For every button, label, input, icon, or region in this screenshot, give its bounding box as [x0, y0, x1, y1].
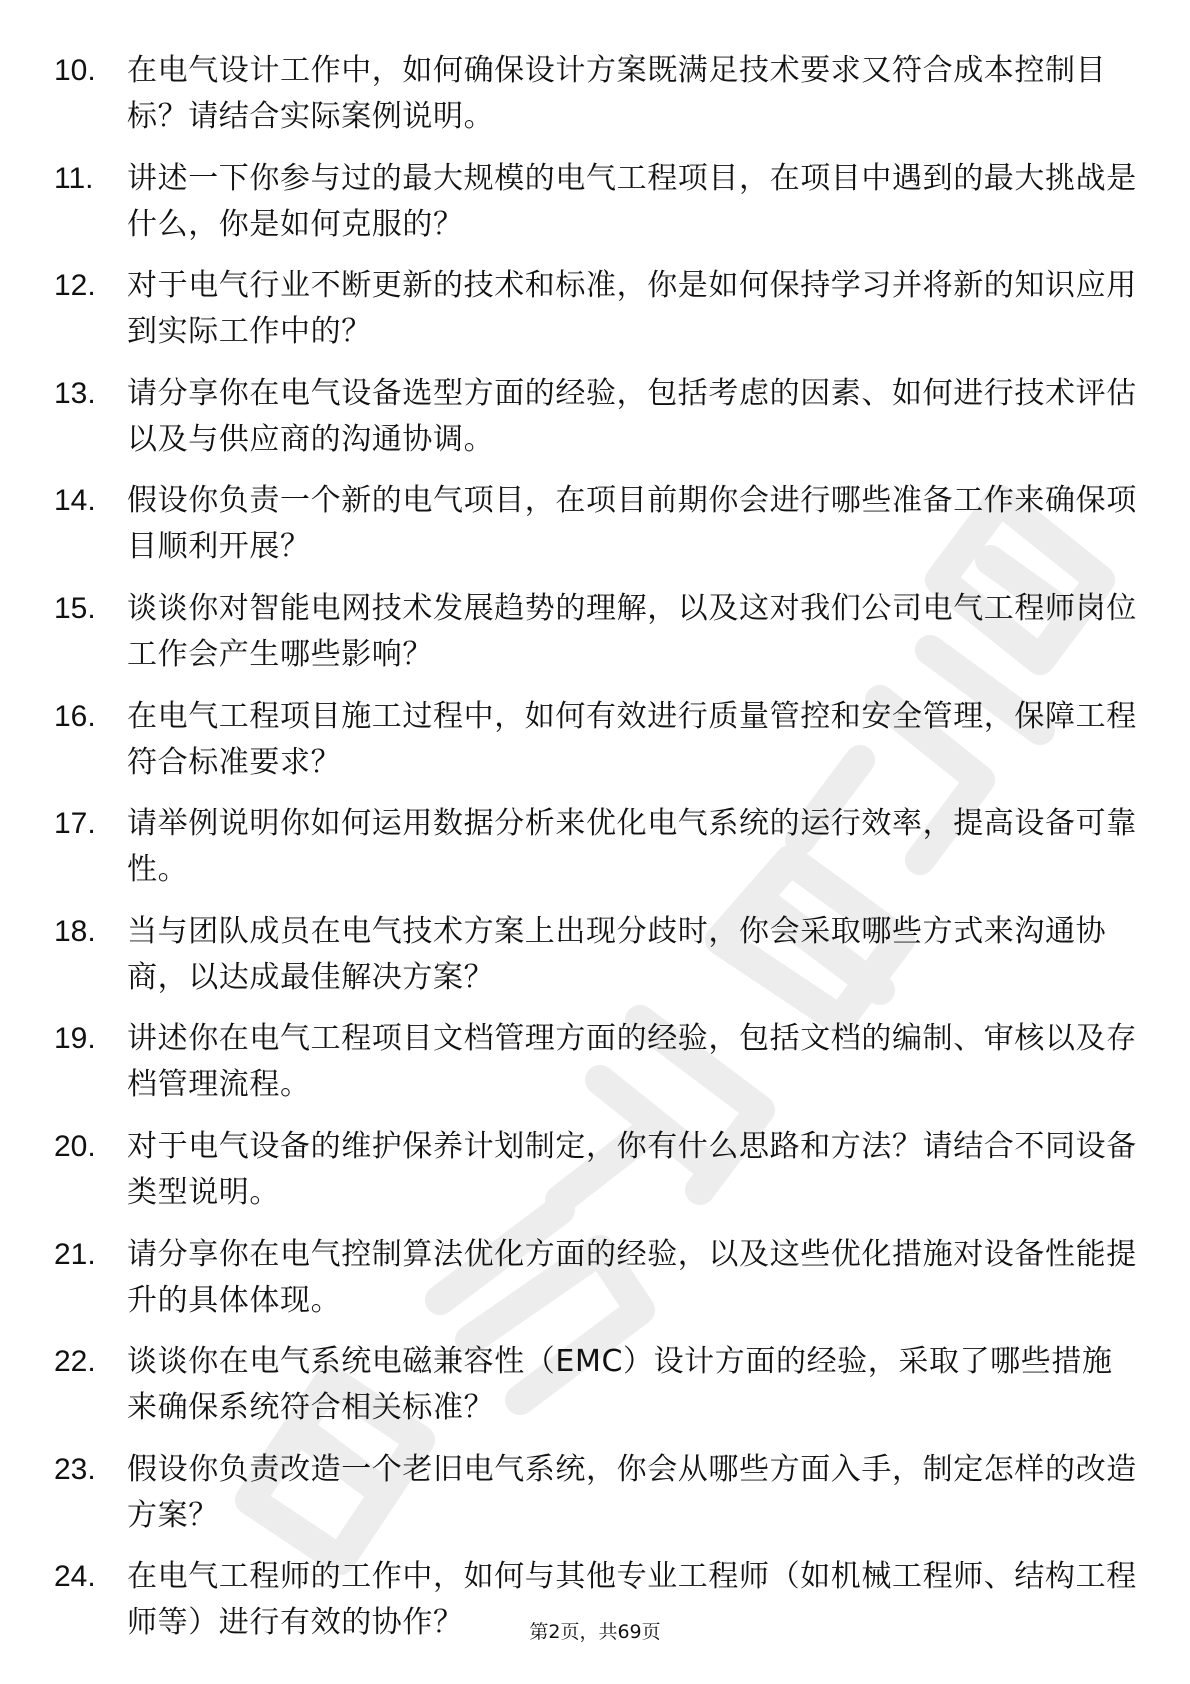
question-text: 请分享你在电气控制算法优化方面的经验，以及这些优化措施对设备性能提升的具体体现。 — [127, 1236, 1137, 1318]
question-number: 20. — [54, 1129, 96, 1163]
question-number: 24. — [54, 1560, 96, 1594]
question-text: 假设你负责改造一个老旧电气系统，你会从哪些方面入手，制定怎样的改造方案？ — [127, 1451, 1137, 1533]
question-text: 在电气工程项目施工过程中，如何有效进行质量管控和安全管理，保障工程符合标准要求？ — [127, 698, 1137, 780]
question-item — [54, 48, 1140, 140]
question-number: 10. — [54, 54, 96, 87]
question-text: 讲述你在电气工程项目文档管理方面的经验，包括文档的编制、审核以及存档管理流程。 — [127, 1021, 1137, 1103]
question-item — [54, 694, 1140, 786]
question-text: 假设你负责一个新的电气项目，在项目前期你会进行哪些准备工作来确保项目顺利开展？ — [127, 483, 1137, 565]
question-item — [54, 1447, 1140, 1539]
question-number: 18. — [54, 914, 96, 948]
question-item — [54, 263, 1140, 355]
question-text: 谈谈你对智能电网技术发展趋势的理解，以及这对我们公司电气工程师岗位工作会产生哪些影响？ — [127, 590, 1137, 672]
question-list — [54, 48, 1140, 1662]
question-item — [54, 1232, 1140, 1324]
question-number: 12. — [54, 269, 96, 303]
page-footer — [0, 1620, 1190, 1644]
question-text: 请分享你在电气设备选型方面的经验，包括考虑的因素、如何进行技术评估以及与供应商的沟通协调。 — [127, 375, 1137, 457]
question-text: 对于电气设备的维护保养计划制定，你有什么思路和方法？请结合不同设备类型说明。 — [127, 1128, 1137, 1210]
question-item — [54, 156, 1140, 248]
question-item — [54, 1339, 1140, 1431]
question-number: 19. — [54, 1022, 96, 1056]
question-number: 16. — [54, 699, 96, 733]
question-text: 在电气工程师的工作中，如何与其他专业工程师（如机械工程师、结构工程师等）进行有效的协作？ — [127, 1559, 1137, 1641]
question-number: 22. — [54, 1345, 96, 1379]
question-item — [54, 371, 1140, 463]
question-number: 21. — [54, 1237, 96, 1271]
question-item — [54, 1124, 1140, 1216]
question-text: 谈谈你在电气系统电磁兼容性（EMC）设计方面的经验，采取了哪些措施来确保系统符合相关标准？ — [127, 1344, 1113, 1426]
question-item — [54, 586, 1140, 678]
question-text: 对于电气行业不断更新的技术和标准，你是如何保持学习并将新的知识应用到实际工作中的？ — [127, 268, 1137, 350]
question-text: 在电气设计工作中，如何确保设计方案既满足技术要求又符合成本控制目标？请结合实际案例说明。 — [127, 53, 1107, 134]
question-number: 13. — [54, 376, 96, 410]
question-item — [54, 801, 1140, 893]
question-text: 请举例说明你如何运用数据分析来优化电气系统的运行效率，提高设备可靠性。 — [127, 806, 1137, 888]
question-number: 17. — [54, 807, 96, 841]
question-number: 14. — [54, 484, 96, 518]
question-number: 15. — [54, 591, 96, 625]
question-number: 23. — [54, 1452, 96, 1486]
page-number-label: 第2页，共69页 — [529, 1621, 661, 1643]
question-text: 讲述一下你参与过的最大规模的电气工程项目，在项目中遇到的最大挑战是什么，你是如何克服的？ — [127, 160, 1137, 242]
question-text: 当与团队成员在电气技术方案上出现分歧时，你会采取哪些方式来沟通协商，以达成最佳解决方案？ — [127, 913, 1107, 995]
question-item — [54, 1016, 1140, 1108]
question-number: 11. — [54, 161, 94, 195]
question-item — [54, 478, 1140, 570]
question-item — [54, 909, 1140, 1001]
